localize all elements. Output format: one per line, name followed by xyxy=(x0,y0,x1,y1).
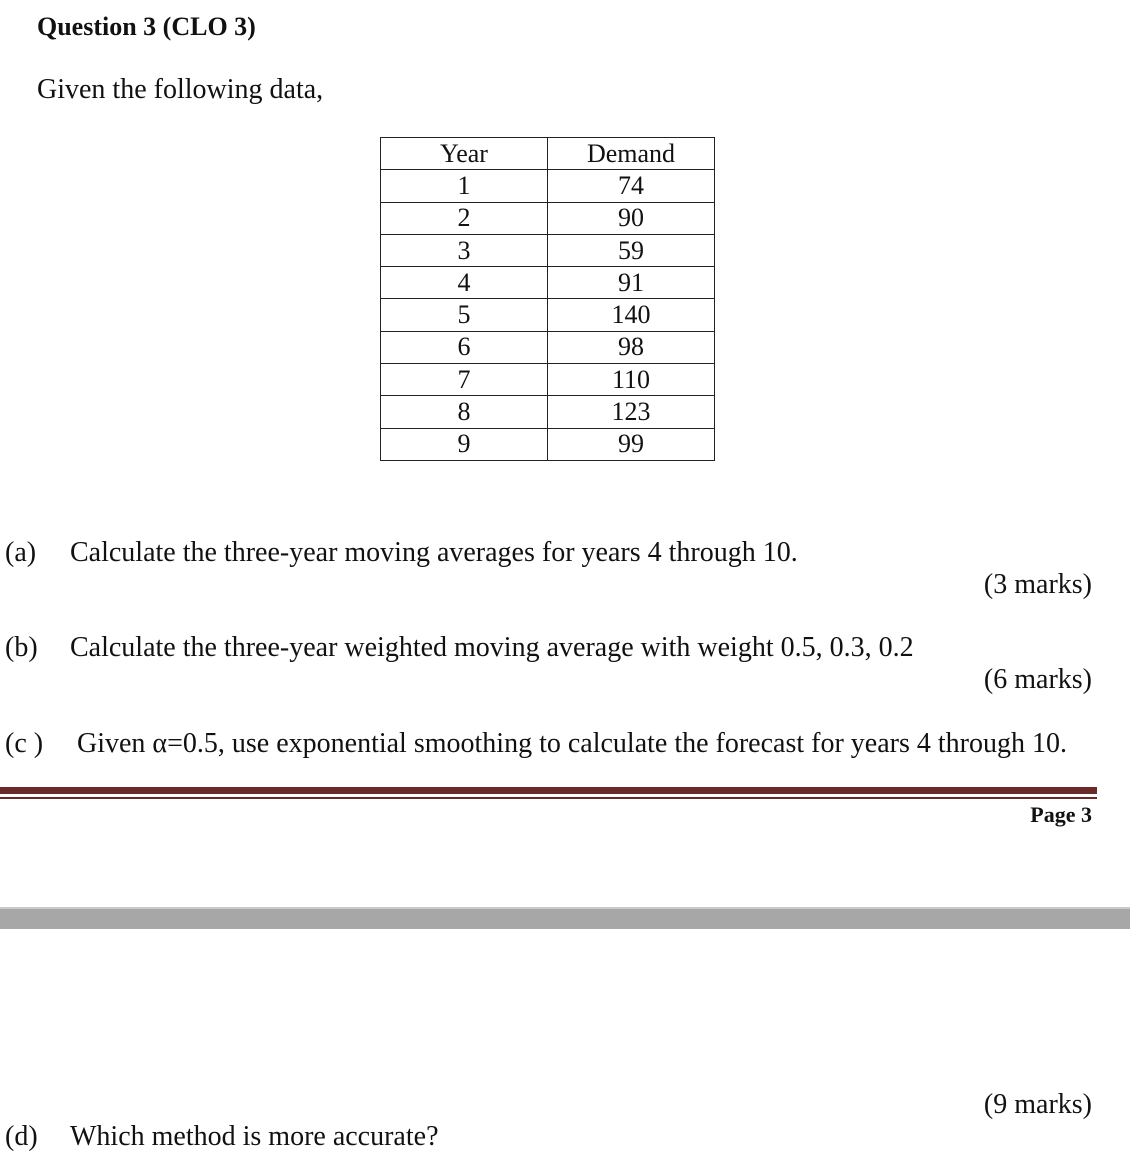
year-cell: 9 xyxy=(381,428,548,460)
part-c-marks: (9 marks) xyxy=(983,1089,1092,1120)
part-d-label: (d) xyxy=(5,1121,38,1152)
year-cell: 7 xyxy=(381,364,548,396)
year-cell: 6 xyxy=(381,331,548,363)
question-intro: Given the following data, xyxy=(37,74,324,105)
demand-cell: 99 xyxy=(548,428,715,460)
part-b-marks: (6 marks) xyxy=(983,664,1092,695)
year-cell: 8 xyxy=(381,396,548,428)
part-c-label: (c ) xyxy=(5,728,44,759)
table-row xyxy=(381,234,715,266)
part-a-marks: (3 marks) xyxy=(983,569,1092,600)
table-row xyxy=(381,267,715,299)
question-title: Question 3 (CLO 3) xyxy=(37,12,256,41)
demand-cell: 123 xyxy=(548,396,715,428)
part-a-text: Calculate the three-year moving averages for years 4 through 10. xyxy=(70,537,798,568)
part-d-text: Which method is more accurate? xyxy=(70,1121,439,1152)
year-cell: 2 xyxy=(381,202,548,234)
year-cell: 5 xyxy=(381,299,548,331)
year-cell: 1 xyxy=(381,170,548,202)
demand-cell: 59 xyxy=(548,234,715,266)
table-row xyxy=(381,299,715,331)
table-row xyxy=(381,364,715,396)
table-row xyxy=(381,331,715,363)
table-header-row xyxy=(381,138,715,170)
year-cell: 4 xyxy=(381,267,548,299)
page-number: Page 3 xyxy=(1030,802,1092,827)
demand-cell: 140 xyxy=(548,299,715,331)
table-row xyxy=(381,428,715,460)
demand-cell: 91 xyxy=(548,267,715,299)
part-b-label: (b) xyxy=(5,632,38,663)
column-header-year: Year xyxy=(381,138,548,170)
demand-cell: 90 xyxy=(548,202,715,234)
part-b-text: Calculate the three-year weighted moving average with weight 0.5, 0.3, 0.2 xyxy=(70,632,914,663)
demand-table xyxy=(380,137,715,461)
demand-cell: 74 xyxy=(548,170,715,202)
year-cell: 3 xyxy=(381,234,548,266)
part-a-label: (a) xyxy=(5,537,37,568)
footer-rule-thick xyxy=(0,787,1097,794)
table-row xyxy=(381,202,715,234)
footer-rule-thin xyxy=(0,797,1097,799)
table-row xyxy=(381,396,715,428)
demand-cell: 110 xyxy=(548,364,715,396)
page-break-divider xyxy=(0,907,1130,929)
column-header-demand: Demand xyxy=(548,138,715,170)
table-row xyxy=(381,170,715,202)
demand-cell: 98 xyxy=(548,331,715,363)
part-c-text: Given α=0.5, use exponential smoothing to calculate the forecast for years 4 through 10. xyxy=(77,728,1067,759)
